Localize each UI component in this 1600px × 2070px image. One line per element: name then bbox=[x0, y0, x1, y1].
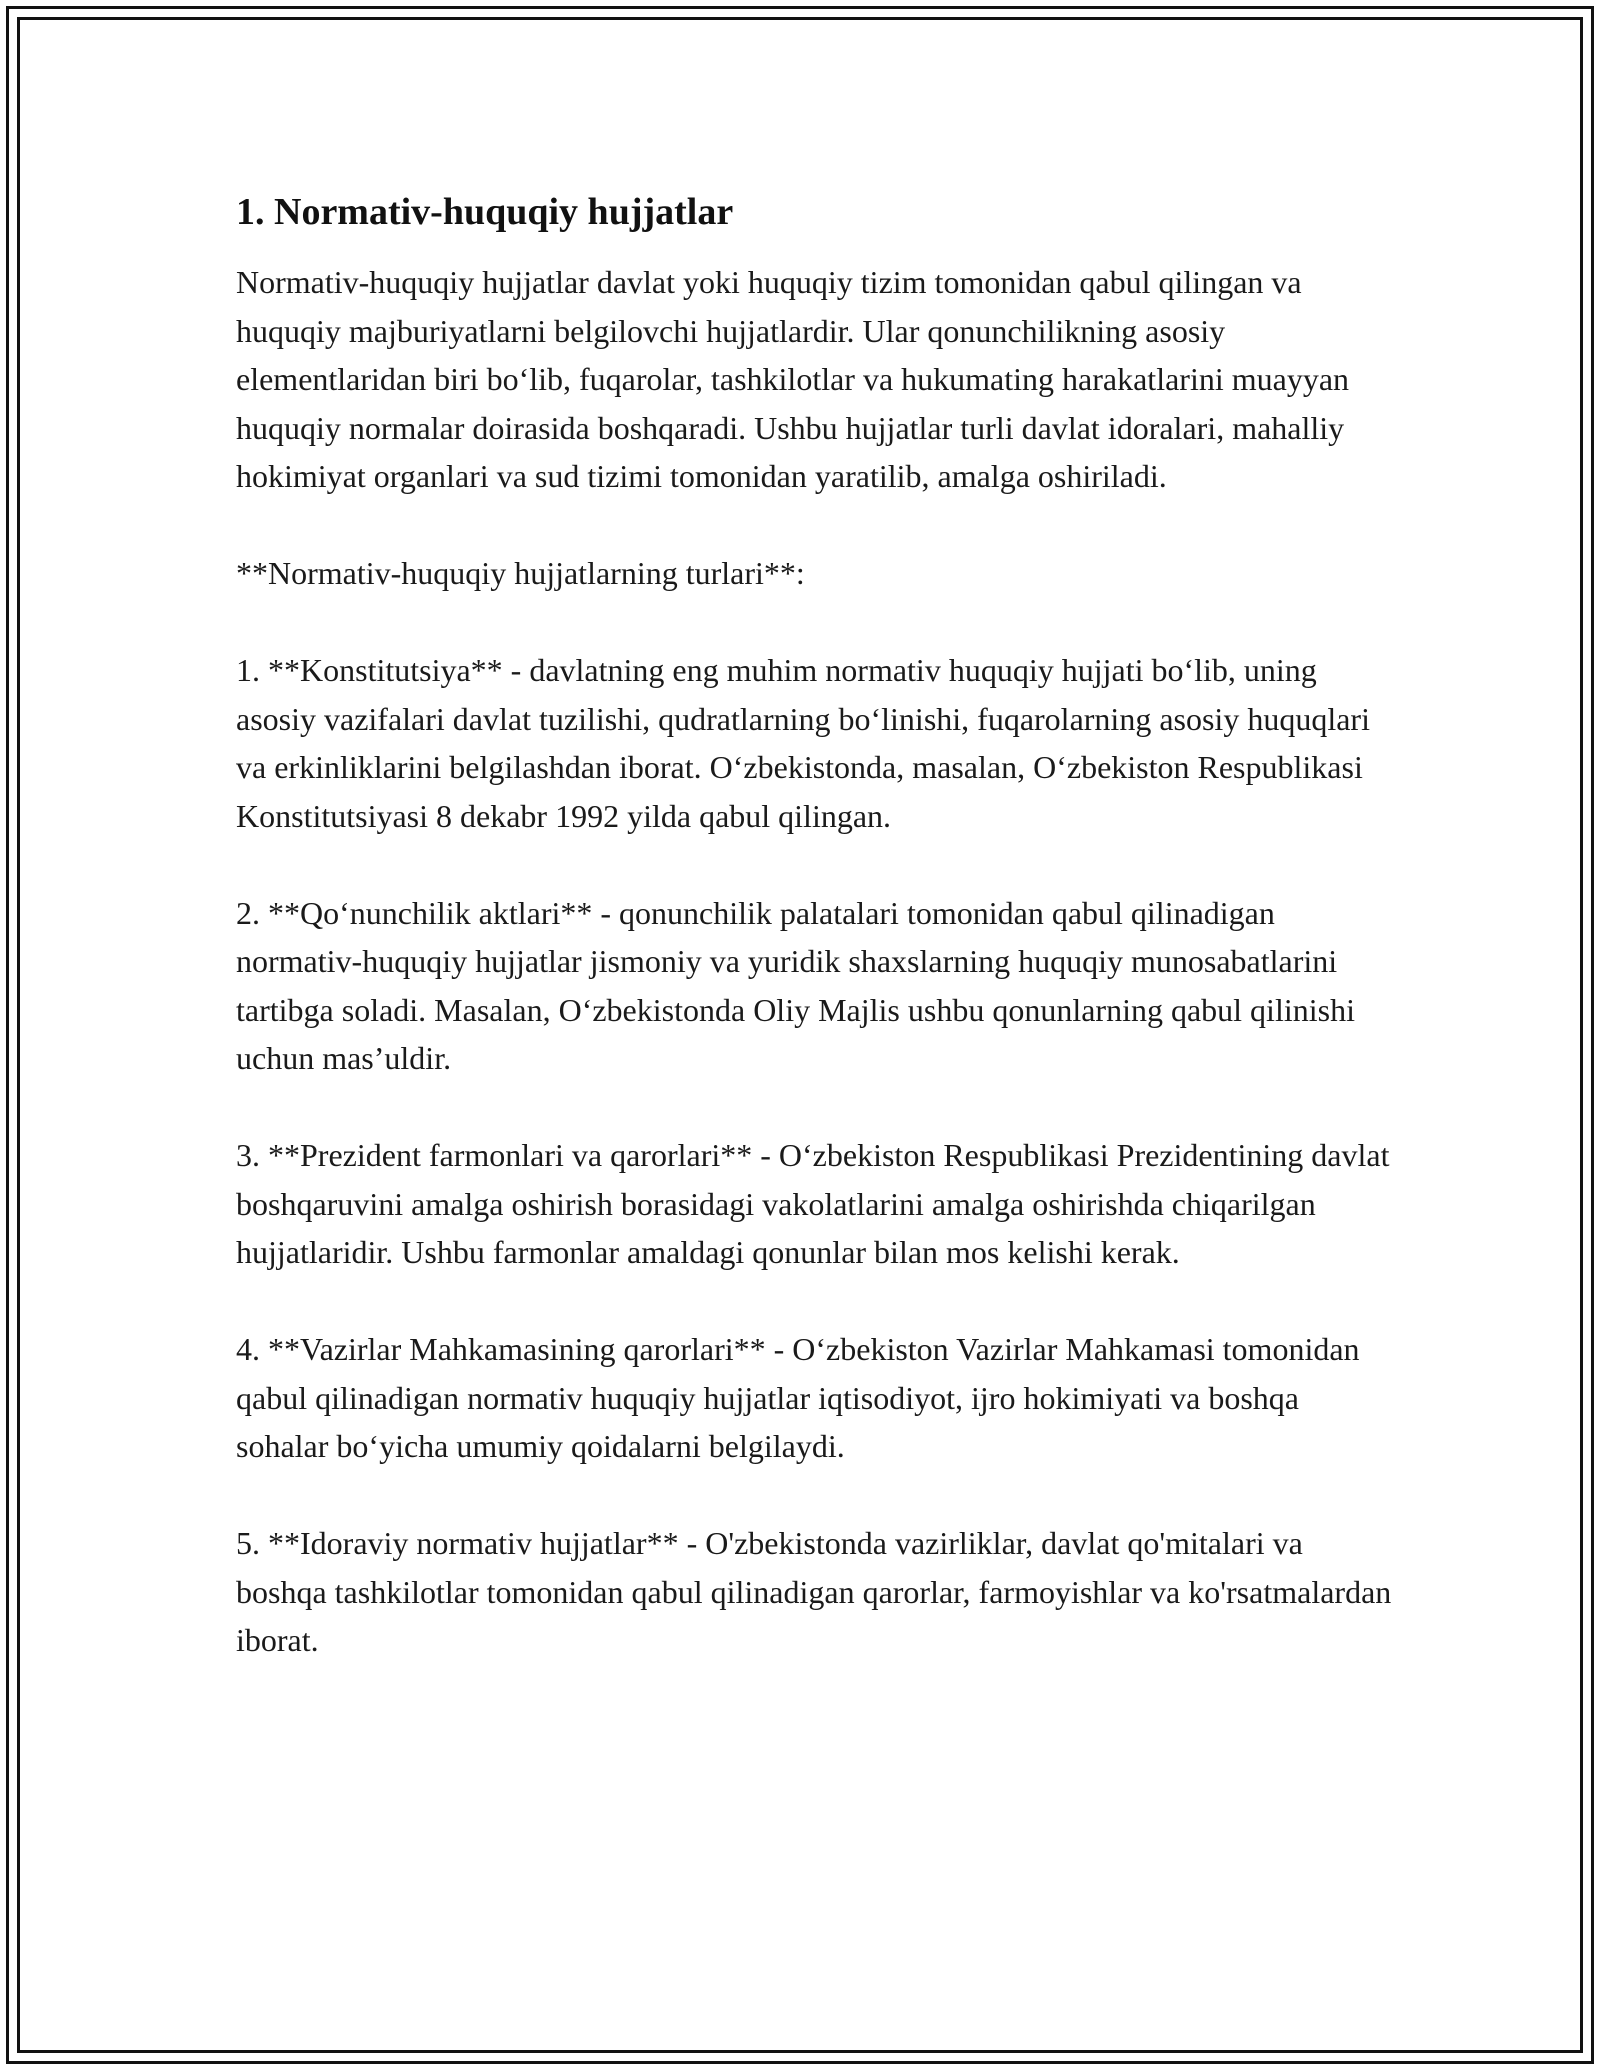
list-item-presidential-decrees: 3. **Prezident farmonlari va qarorlari** - O‘zbekiston Respublikasi Prezidentining davlat boshqaruvini amalga oshirish borasidagi vakolatlarini amalga oshirishda chiqarilgan hujjatlaridir. Ushbu farmonlar amaldagi qonunlar bilan mos kelishi kerak. bbox=[236, 1137, 1390, 1270]
list-item-constitution: 1. **Konstitutsiya** - davlatning eng muhim normativ huquqiy hujjati bo‘lib, uning asosiy vazifalari davlat tuzilishi, qudratlarning bo‘linishi, fuqarolarning asosiy huquqlari va erkinliklarini belgilashdan iborat. O‘zbekistonda, masalan, O‘zbekiston Respublikasi Konstitutsiyasi 8 dekabr 1992 yilda qabul qilingan. bbox=[236, 652, 1370, 834]
document-body bbox=[236, 186, 1396, 1665]
types-heading: **Normativ-huquqiy hujjatlarning turlari**: bbox=[236, 555, 805, 591]
list-item-legislative-acts: 2. **Qo‘nunchilik aktlari** - qonunchilik palatalari tomonidan qabul qilinadigan normativ-huquqiy hujjatlar jismoniy va yuridik shaxslarning huquqiy munosabatlarini tartibga soladi. Masalan, O‘zbekistonda Oliy Majlis ushbu qonunlarning qabul qilinishi uchun mas’uldir. bbox=[236, 894, 1355, 1076]
intro-paragraph: Normativ-huquqiy hujjatlar davlat yoki huquqiy tizim tomonidan qabul qilingan va huquqiy majburiyatlarni belgilovchi hujjatlardir. Ular qonunchilikning asosiy elementlaridan biri bo‘lib, fuqarolar, tashkilotlar va hukumating harakatlarini muayyan huquqiy normalar doirasida boshqaradi. Ushbu hujjatlar turli davlat idoralari, mahalliy hokimiyat organlari va sud tizimi tomonidan yaratilib, amalga oshiriladi. bbox=[236, 264, 1350, 494]
list-item-departmental-acts: 5. **Idoraviy normativ hujjatlar** - O'zbekistonda vazirliklar, davlat qo'mitalari va boshqa tashkilotlar tomonidan qabul qilinadigan qarorlar, farmoyishlar va ko'rsatmalardan iborat. bbox=[236, 1525, 1392, 1658]
list-item-cabinet-resolutions: 4. **Vazirlar Mahkamasining qarorlari** - O‘zbekiston Vazirlar Mahkamasi tomonidan qabul qilinadigan normativ huquqiy hujjatlar iqtisodiyot, ijro hokimiyati va boshqa sohalar bo‘yicha umumiy qoidalarni belgilaydi. bbox=[236, 1331, 1360, 1464]
document-title: 1. Normativ-huquqiy hujjatlar bbox=[236, 191, 734, 233]
